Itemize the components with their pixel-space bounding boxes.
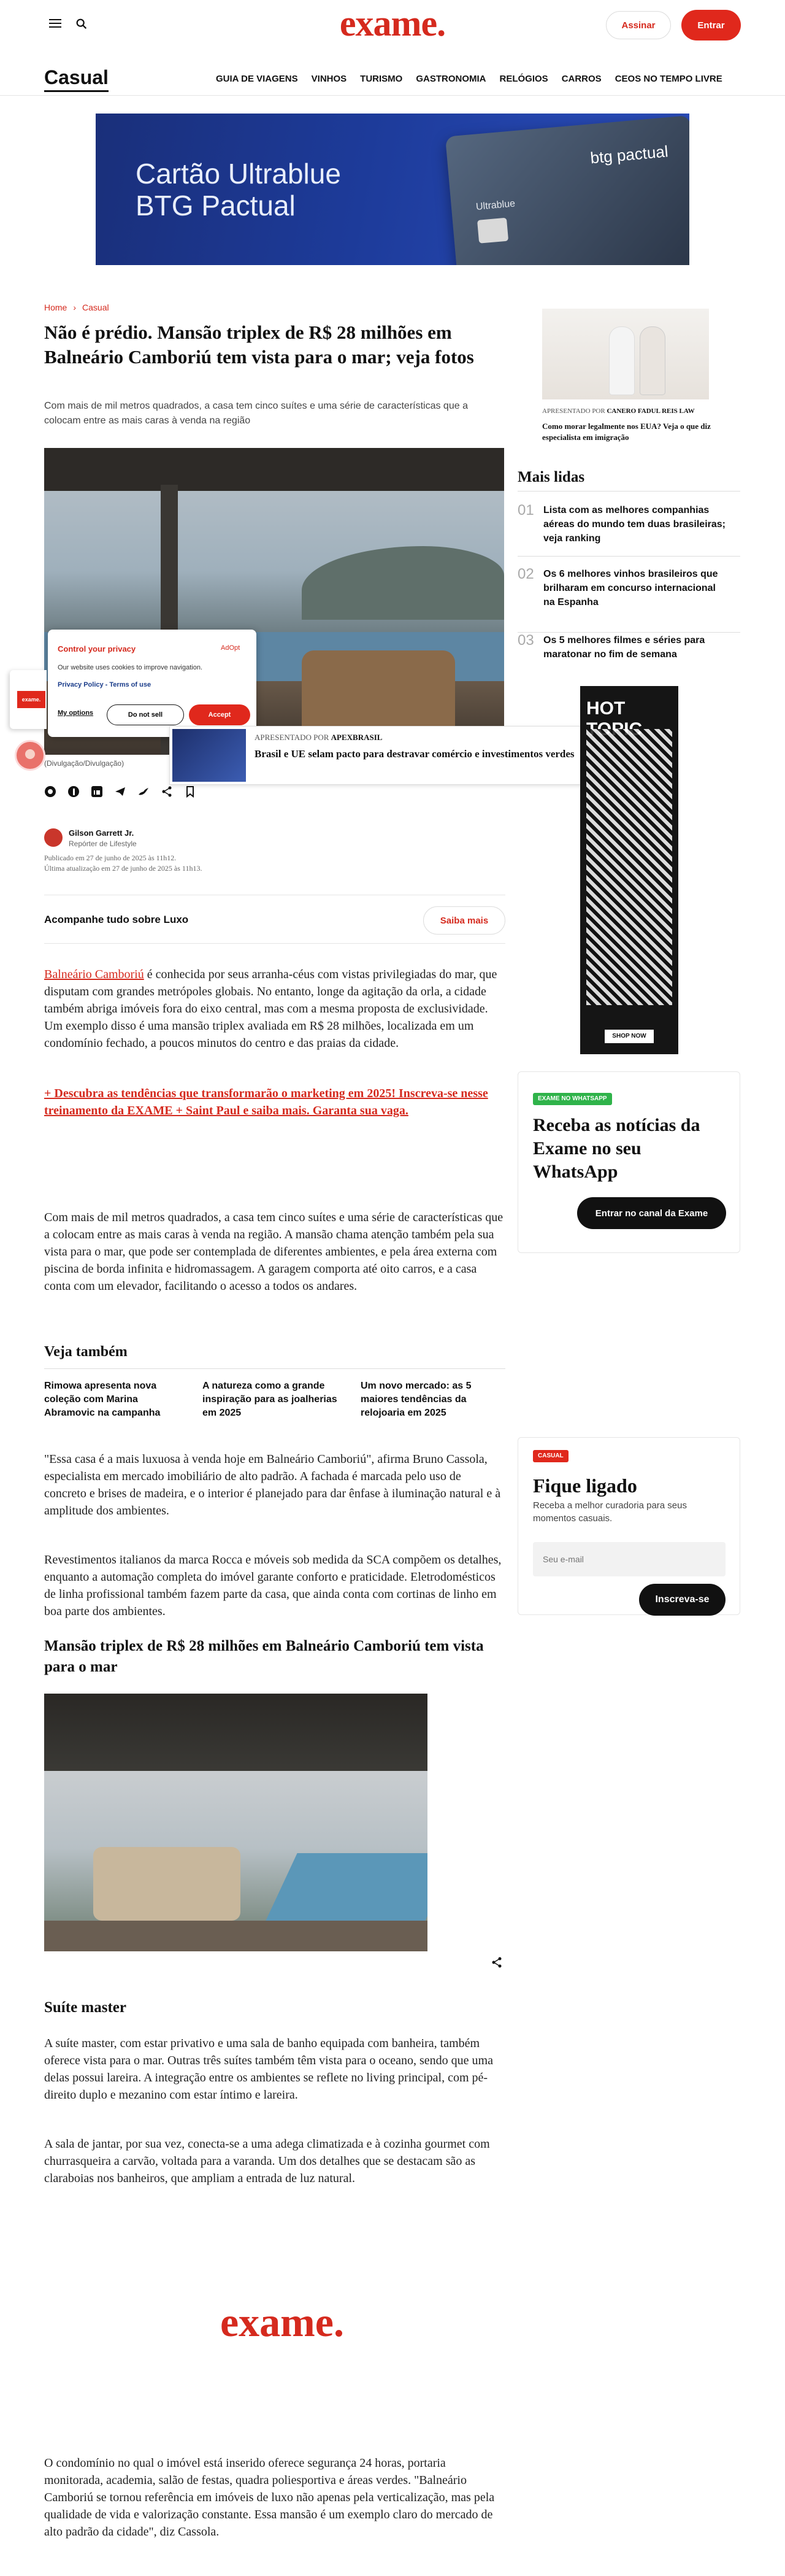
paragraph-3: "Essa casa é a mais luxuosa à venda hoje em Balneário Camboriú", afirma Bruno Cassola, especialista em mercado imobiliário de alto padrão. A fachada é marcada pelo uso de concreto e brises de madeira, e o interior é planejado para dar ênfase à iluminação natural e à amplitude dos ambientes.	[44, 1452, 501, 1517]
section-link-relogios[interactable]: RELÓGIOS	[499, 74, 548, 84]
section-link-ceos[interactable]: CEOS NO TEMPO LIVRE	[615, 74, 722, 84]
privacy-text: Our website uses cookies to improve navigation.	[58, 664, 203, 671]
sponsored-prefix: APRESENTADO POR	[255, 733, 329, 742]
sponsored-thumbnail	[172, 729, 246, 782]
whatsapp-badge: EXAME NO WHATSAPP	[533, 1093, 612, 1105]
see-also-divider	[44, 1368, 505, 1369]
whatsapp-box	[518, 1071, 740, 1253]
gallery-floor	[44, 1921, 427, 1951]
newsletter-badge: CASUAL	[533, 1450, 569, 1462]
follow-topic-text: Acompanhe tudo sobre Luxo	[44, 914, 189, 925]
bookmark-icon[interactable]	[184, 785, 196, 798]
updated-date: Última atualização em 27 de junho de 2025 às 11h13.	[44, 864, 202, 873]
most-read-number: 03	[518, 632, 534, 649]
section-title[interactable]: Casual	[44, 66, 109, 92]
most-read-title: Mais lidas	[518, 469, 585, 485]
follow-topic-box	[44, 895, 505, 944]
sponsored-title[interactable]: Brasil e UE selam pacto para destravar comércio e investimentos verdes	[255, 748, 575, 760]
card-name: Ultrablue	[475, 198, 516, 212]
privacy-links	[58, 681, 151, 688]
publish-info	[44, 853, 202, 874]
paragraph-5: A suíte master, com estar privativo e uma sala de banho equipada com banheira, também oferece vista para o mar. Outras três suítes também têm vista para o oceano, sendo que uma delas possui lareira. A integração entre os ambientes se reflete no living principal, com pé-direito duplo e mezanino com estar íntimo e lareira.	[44, 2037, 493, 2102]
privacy-title: Control your privacy	[58, 644, 136, 654]
paragraph-7: O condomínio no qual o imóvel está inserido oferece segurança 24 horas, portaria monitorada, academia, salão de festas, quadra poliesportiva e áreas verdes. "Balneário Camboriú se tornou referência em imóveis de luxo não apenas pela verticalização, mas pela qualidade de vida e valorização constante. Essa mansão é um exemplo claro do mercado de alto padrão da cidade", diz Cassola.	[44, 2456, 495, 2539]
breadcrumb-casual[interactable]: Casual	[82, 303, 109, 312]
privacy-link-separator: -	[105, 681, 108, 688]
gallery-share-icon[interactable]	[491, 1956, 503, 1969]
image-caption: (Divulgação/Divulgação)	[44, 759, 124, 768]
see-also-item-2[interactable]: A natureza como a grande inspiração para as joalherias em 2025	[202, 1381, 337, 1418]
login-button[interactable]: Entrar	[681, 10, 741, 40]
accept-cookies-button[interactable]: Accept	[189, 704, 250, 725]
see-also-title: Veja também	[44, 1344, 128, 1360]
top-header	[0, 0, 785, 49]
hero-mountain	[302, 546, 504, 620]
newsletter-description: Receba a melhor curadoria para seus momentos casuais.	[533, 1500, 687, 1524]
banner-ad-text	[136, 158, 341, 222]
btg-banner-ad[interactable]	[96, 114, 689, 265]
search-icon[interactable]	[75, 17, 88, 31]
section-link-guia-de-viagens[interactable]: GUIA DE VIAGENS	[216, 74, 298, 84]
subscribe-button[interactable]: Assinar	[606, 11, 671, 39]
hot-topic-logo: HOT	[586, 698, 626, 719]
published-date: Publicado em 27 de junho de 2025 às 11h12.	[44, 854, 177, 862]
sponsored-brand: APEXBRASIL	[331, 733, 383, 742]
article-title: Não é prédio. Mansão triplex de R$ 28 milhões em Balneário Camboriú tem vista para o mar; veja fotos	[44, 322, 474, 368]
cookie-settings-icon[interactable]	[17, 742, 44, 769]
twitter-icon[interactable]	[137, 785, 150, 798]
newsletter-subscribe-button[interactable]: Inscreva-se	[639, 1584, 726, 1616]
section-link-turismo[interactable]: TURISMO	[360, 74, 403, 84]
suite-heading: Suíte master	[44, 1999, 126, 2016]
breadcrumb-home[interactable]: Home	[44, 303, 67, 312]
credit-card-image	[445, 115, 689, 265]
most-read-text[interactable]: Os 5 melhores filmes e séries para maratonar no fim de semana	[543, 635, 705, 660]
privacy-popup	[48, 630, 256, 737]
sidebar-sponsor-prefix: APRESENTADO POR	[542, 407, 605, 415]
my-options-link[interactable]: My options	[58, 709, 94, 717]
section-links	[216, 74, 722, 84]
facebook-icon[interactable]	[67, 785, 80, 798]
most-read-number: 02	[518, 566, 534, 582]
author-avatar[interactable]	[44, 828, 63, 847]
most-read-separator	[518, 556, 740, 557]
section-nav	[0, 61, 785, 96]
gallery-sofa	[93, 1847, 240, 1921]
gallery-image[interactable]	[44, 1694, 427, 1951]
paragraph-6: A sala de jantar, por sua vez, conecta-se a uma adega climatizada e à cozinha gourmet com churrasqueira a carvão, voltada para a varanda. Um dos detalhes que se destacam são as claraboias nos banheiros, que ampliam a entrada de luz natural.	[44, 2137, 490, 2185]
see-also-item-1[interactable]: Rimowa apresenta nova coleção com Marina Abramovic na campanha	[44, 1381, 161, 1418]
sidebar-person-1	[610, 327, 634, 395]
most-read-text[interactable]: Os 6 melhores vinhos brasileiros que brilharam em concurso internacional na Espanha	[543, 569, 718, 607]
whatsapp-join-button[interactable]: Entrar no canal da Exame	[577, 1197, 726, 1229]
whatsapp-icon[interactable]	[44, 785, 56, 798]
sidebar-sponsored-title[interactable]: Como morar legalmente nos EUA? Veja o que diz especialista em imigração	[542, 422, 711, 442]
telegram-icon[interactable]	[114, 785, 126, 798]
hot-topic-pattern	[586, 729, 672, 1005]
author-name[interactable]: Gilson Garrett Jr.	[69, 828, 134, 838]
hero-ceiling	[44, 448, 504, 491]
privacy-policy-link[interactable]: Privacy Policy	[58, 681, 104, 688]
inline-ad-exame-logo[interactable]: exame.	[220, 2299, 344, 2345]
chevron-right-icon: ›	[73, 303, 77, 312]
sidebar-sponsored-label	[542, 407, 695, 415]
article-subtitle: Com mais de mil metros quadrados, a casa tem cinco suítes e uma série de características que a colocam entre as mais caras à venda na região	[44, 401, 468, 426]
paragraph-1	[44, 966, 505, 1052]
hot-topic-ad[interactable]	[580, 686, 678, 1054]
most-read-separator	[518, 632, 740, 633]
newsletter-email-input[interactable]	[533, 1542, 726, 1576]
banner-line-1: Cartão Ultrablue	[136, 158, 341, 190]
linkedin-icon[interactable]	[91, 785, 103, 798]
author-role: Repórter de Lifestyle	[69, 839, 137, 848]
card-brand: btg pactual	[589, 142, 669, 168]
adopt-logo: AdOpt	[221, 644, 240, 652]
sponsored-label	[255, 733, 382, 742]
most-read-number: 01	[518, 502, 534, 519]
sidebar-person-2	[640, 327, 665, 395]
card-chip-icon	[477, 218, 508, 244]
promo-link[interactable]: + Descubra as tendências que transformarão o marketing em 2025! Inscreva-se nesse treinamento da EXAME + Saint Paul e saiba mais. Garanta sua vaga.	[44, 1087, 488, 1117]
paragraph-1-text: é conhecida por seus arranha-céus com vistas privilegiadas do mar, que disputam com grandes metrópoles globais. No entanto, longe da agitação da orla, a cidade também abriga imóveis fora do eixo central, mas com a mesma proposta de exclusividade. Um exemplo disso é uma mansão triplex avaliada em R$ 28 milhões, localizada em um condomínio fechado, a poucos minutos do centro e das praias da cidade.	[44, 968, 497, 1050]
balneario-link[interactable]: Balneário Camboriú	[44, 968, 144, 981]
most-read-text[interactable]: Lista com as melhores companhias aéreas do mundo tem duas brasileiras; veja ranking	[543, 505, 726, 544]
side-ad-tab[interactable]	[10, 670, 47, 729]
paragraph-2: Com mais de mil metros quadrados, a casa tem cinco suítes e uma série de características que a colocam entre as mais caras à venda na região. A mansão chama atenção também pela sua vista para o mar, que pode ser contemplada de diferentes ambientes, e pela área externa com piscina de borda infinita e hidromassagem. A garagem comporta até oito carros, e a casa conta com um elevador, facilitando o acesso a todos os andares.	[44, 1211, 504, 1293]
newsletter-title: Fique ligado	[533, 1475, 637, 1497]
gallery-heading: Mansão triplex de R$ 28 milhões em Balneário Camboriú tem vista para o mar	[44, 1638, 484, 1675]
breadcrumb	[44, 303, 109, 312]
do-not-sell-button[interactable]: Do not sell	[107, 704, 184, 725]
share-icon[interactable]	[161, 785, 173, 798]
paragraph-4: Revestimentos italianos da marca Rocca e móveis sob medida da SCA compõem os detalhes, enquanto a automação completa do imóvel garante conforto e praticidade. Eletrodomésticos de linha profissional também fazem parte da casa, que ainda conta com cortinas de linho em boa parte dos ambientes.	[44, 1553, 502, 1618]
most-read-divider	[518, 491, 740, 492]
shop-now-button[interactable]: SHOP NOW	[605, 1030, 654, 1043]
section-link-carros[interactable]: CARROS	[561, 74, 602, 84]
section-link-gastronomia[interactable]: GASTRONOMIA	[416, 74, 486, 84]
sidebar-sponsor-brand: CANERO FADUL REIS LAW	[607, 407, 695, 415]
see-also-item-3[interactable]: Um novo mercado: as 5 maiores tendências da relojoaria em 2025	[361, 1381, 472, 1418]
side-ad-logo: exame.	[17, 691, 45, 708]
newsletter-box	[518, 1437, 740, 1615]
terms-link[interactable]: Terms of use	[109, 681, 151, 688]
sponsored-strip[interactable]	[169, 726, 617, 785]
section-link-vinhos[interactable]: VINHOS	[311, 74, 347, 84]
sidebar-sponsored-image[interactable]	[542, 309, 709, 399]
exame-logo[interactable]: exame.	[339, 3, 446, 44]
banner-line-2: BTG Pactual	[136, 190, 296, 222]
whatsapp-title: Receba as notícias da Exame no seu WhatsApp	[533, 1115, 700, 1182]
share-bar	[44, 785, 196, 798]
hamburger-menu-icon[interactable]	[49, 19, 61, 29]
learn-more-button[interactable]: Saiba mais	[423, 906, 505, 935]
